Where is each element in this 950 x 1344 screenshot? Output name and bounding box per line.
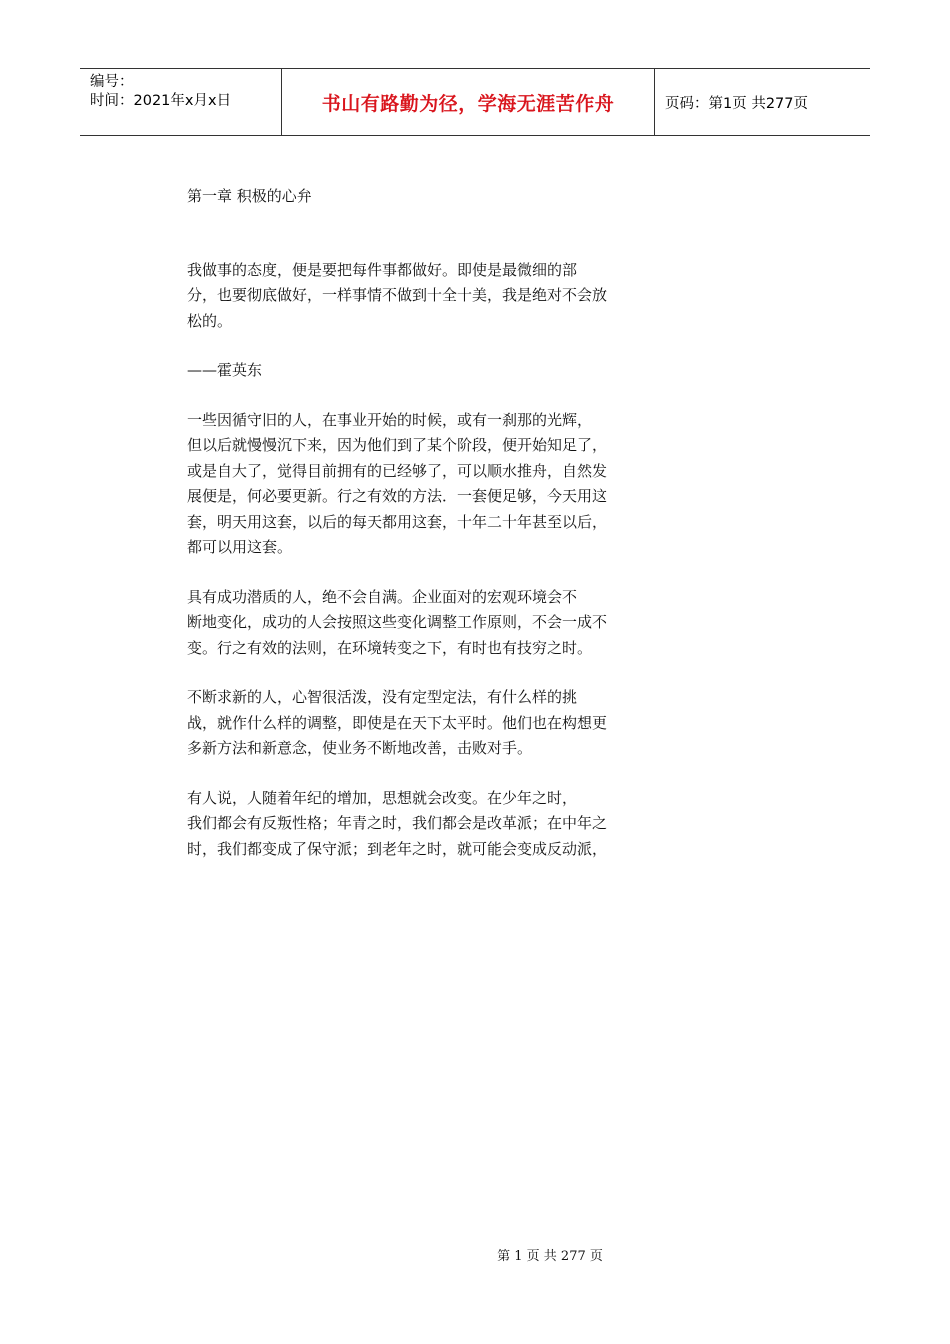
text-line: 断地变化，成功的人会按照这些变化调整工作原则，不会一成不 [187,613,608,631]
paragraph-list [187,258,667,863]
paragraph [187,585,667,662]
chapter-title: 第一章 积极的心弁 [187,187,312,205]
text-line: 松的。 [187,311,233,330]
text-line: 时，我们都变成了保守派；到老年之时，就可能会变成反动派， [187,839,608,858]
page-info: 页码：第1页 共277页 [665,95,809,112]
document-body [187,184,667,886]
paragraph [187,258,667,335]
page-footer [0,1245,950,1264]
text-line: 套，明天用这套，以后的每天都用这套，十年二十年甚至以后， [187,512,608,531]
motto-text: 书山有路勤为径，学海无涯苦作舟 [321,92,615,115]
text-line: 但以后就慢慢沉下来，因为他们到了某个阶段，便开始知足了， [187,436,608,454]
page-header [80,68,870,136]
paragraph [187,408,667,561]
number-label: 编号： [90,74,134,90]
text-line: 变。行之有效的法则，在环境转变之下，有时也有技穷之时。 [187,638,593,657]
text-line: 一些因循守旧的人，在事业开始的时候，或有一刹那的光辉， [187,410,593,429]
date-label: 时间：2021年x月x日 [90,93,232,109]
header-motto-cell [282,69,655,135]
text-line: 或是自大了，觉得目前拥有的已经够了，可以顺水推舟，自然发 [187,461,608,480]
text-line: 不断求新的人，心智很活泼，没有定型定法，有什么样的挑 [187,688,578,706]
text-line: ——霍英东 [187,361,263,379]
text-line: 我做事的态度，便是要把每件事都做好。即使是最微细的部 [187,260,578,279]
text-line: 具有成功潜质的人，绝不会自满。企业面对的宏观环境会不 [187,587,578,606]
text-line: 有人说，人随着年纪的增加，思想就会改变。在少年之时， [187,788,578,807]
header-meta-cell [80,69,282,135]
paragraph [187,786,667,863]
header-page-cell [655,69,870,135]
text-line: 都可以用这套。 [187,538,293,556]
paragraph [187,358,667,384]
paragraph [187,685,667,762]
text-line: 我们都会有反叛性格；年青之时，我们都会是改革派；在中年之 [187,814,608,832]
text-line: 分，也要彻底做好，一样事情不做到十全十美，我是绝对不会放 [187,286,608,304]
text-line: 战，就作什么样的调整，即使是在天下太平时。他们也在构想更 [187,713,608,732]
text-line: 展便是，何必要更新。行之有效的方法．一套便足够，今天用这 [187,487,608,505]
footer-page-number: 第 1 页 共 277 页 [497,1249,603,1264]
text-line: 多新方法和新意念，使业务不断地改善，击败对手。 [187,739,533,757]
